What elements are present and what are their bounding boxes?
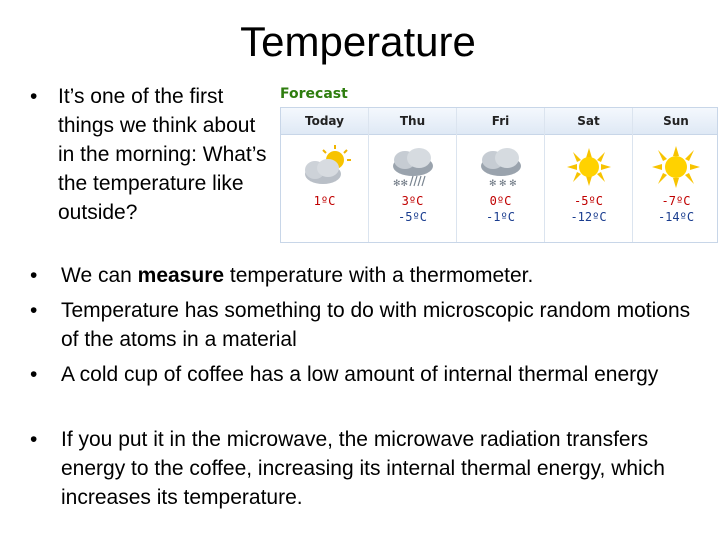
low-temp: -5ºC <box>398 210 427 224</box>
forecast-table <box>280 107 718 243</box>
forecast-day-sun <box>633 108 719 242</box>
slide-title: Temperature <box>240 18 476 65</box>
day-label: Fri <box>491 114 510 128</box>
forecast-day-today <box>281 108 369 242</box>
bullet-measure <box>30 261 710 290</box>
bullet-dot: • <box>30 299 38 322</box>
bullet-dot: • <box>30 264 38 287</box>
bullet-text: A cold cup of coffee has a low amount of internal thermal energy <box>61 363 659 386</box>
day-label: Thu <box>399 114 426 128</box>
cloud-snow-icon <box>383 142 443 192</box>
bullet-text <box>30 261 710 290</box>
high-temp: -7ºC <box>661 194 691 208</box>
svg-text:✻ ✻ ✻: ✻ ✻ ✻ <box>488 178 517 188</box>
high-temp: 0ºC <box>489 194 512 208</box>
low-temp: -12ºC <box>570 210 607 224</box>
day-label: Today <box>305 114 344 128</box>
high-temp: 3ºC <box>401 194 424 208</box>
sun-icon <box>646 142 706 192</box>
bullet-dot: • <box>30 428 38 451</box>
bullet-text: It’s one of the first things we think about in the morning: What’s the temperature like outside? <box>58 85 267 224</box>
cloud-snow-icon <box>471 142 531 192</box>
low-temp: -1ºC <box>486 210 515 224</box>
bullet-text: If you put it in the microwave, the microwave radiation transfers energy to the coffee, increasing its internal thermal energy, which increases its temperature. <box>61 428 665 509</box>
bullet-morning <box>30 82 270 227</box>
svg-text:✻✻: ✻✻ <box>392 178 408 188</box>
high-temp: -5ºC <box>574 194 603 208</box>
bullet-text-pre: We can <box>61 264 138 287</box>
bullet-coffee <box>30 360 710 389</box>
bullet-dot: • <box>30 85 38 108</box>
bullet-microwave <box>30 425 710 512</box>
bullet-dot: • <box>30 363 38 386</box>
high-temp: 1ºC <box>313 194 336 208</box>
bullet-text-post: temperature with a thermometer. <box>224 264 534 287</box>
day-label: Sat <box>577 114 600 128</box>
bullet-atoms <box>30 296 710 354</box>
partly-cloudy-icon <box>295 142 355 192</box>
bold-measure: measure <box>137 264 225 287</box>
bullet-text: Temperature has something to do with microscopic random motions of the atoms in a material <box>61 299 691 351</box>
forecast-title: Forecast <box>280 86 348 102</box>
sun-icon <box>559 142 619 192</box>
forecast-day-sat <box>545 108 633 242</box>
day-label: Sun <box>663 114 689 128</box>
forecast-day-fri <box>457 108 545 242</box>
forecast-day-thu <box>369 108 457 242</box>
low-temp: -14ºC <box>657 210 695 224</box>
